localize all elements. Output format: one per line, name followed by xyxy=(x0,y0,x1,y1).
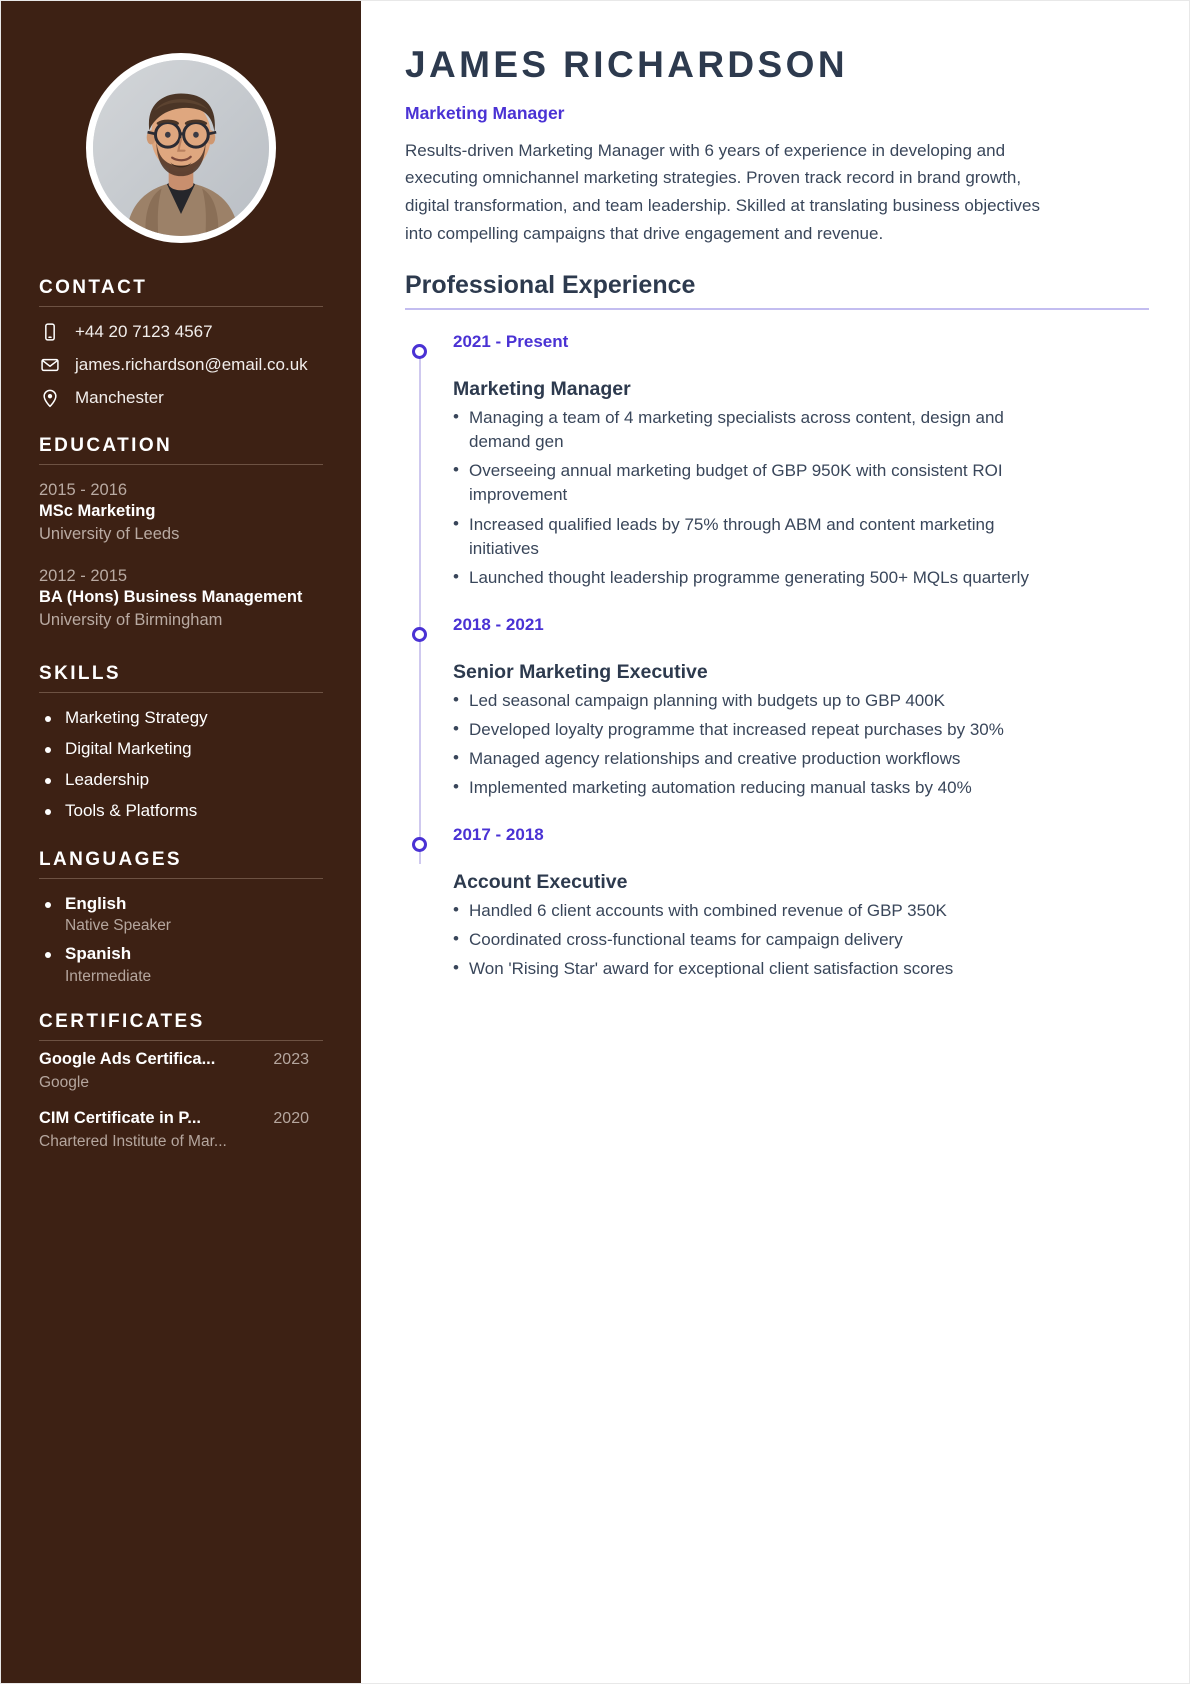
contact-email-text: james.richardson@email.co.uk xyxy=(75,354,308,374)
profile-photo xyxy=(86,53,276,243)
timeline-dot-icon xyxy=(412,837,427,852)
certificate-item xyxy=(39,1108,323,1152)
experience-bullet: • Increased qualified leads by 75% through ABM and content marketing initiatives xyxy=(453,513,1063,562)
skills-heading: SKILLS xyxy=(39,662,121,684)
education-dates: 2015 - 2016 xyxy=(39,481,128,499)
experience-bullet: • Led seasonal campaign planning with budgets up to GBP 400K xyxy=(453,689,1063,713)
certificate-header xyxy=(39,1108,323,1129)
contact-phone-row[interactable] xyxy=(39,321,323,343)
experience-role: Account Executive xyxy=(453,870,628,893)
language-item xyxy=(39,893,323,937)
location-pin-icon xyxy=(39,387,61,409)
experience-bullet: • Implemented marketing automation reducing manual tasks by 40% xyxy=(453,776,1063,800)
education-dates: 2012 - 2015 xyxy=(39,566,128,585)
experience-bullets xyxy=(453,406,1149,591)
language-name: Spanish xyxy=(39,943,323,965)
skill-item: Tools & Platforms xyxy=(39,800,323,823)
education-item xyxy=(39,479,323,545)
education-heading: EDUCATION xyxy=(39,435,173,456)
certificates-divider xyxy=(39,1040,323,1041)
experience-role: Senior Marketing Executive xyxy=(453,660,708,683)
certificate-year: 2020 xyxy=(273,1110,309,1128)
timeline-dot-icon xyxy=(412,627,427,642)
education-school: University of Birmingham xyxy=(39,610,223,629)
page-title: JAMES RICHARDSON xyxy=(405,44,848,85)
envelope-icon xyxy=(39,354,61,376)
experience-bullet: • Coordinated cross-functional teams for campaign delivery xyxy=(453,928,1063,952)
language-level: Native Speaker xyxy=(65,916,171,934)
experience-bullet: • Won 'Rising Star' award for exceptional client satisfaction scores xyxy=(453,957,1063,981)
certificates-section xyxy=(1,1011,361,1152)
education-degree: BA (Hons) Business Management xyxy=(39,588,303,607)
experience-bullet: • Launched thought leadership programme generating 500+ MQLs quarterly xyxy=(453,566,1063,590)
contact-email-row[interactable] xyxy=(39,354,323,376)
certificate-header xyxy=(39,1049,323,1070)
certificate-org: Chartered Institute of Mar... xyxy=(39,1132,227,1150)
experience-date: 2018 - 2021 xyxy=(453,614,544,634)
experience-bullet: • Handled 6 client accounts with combined revenue of GBP 350K xyxy=(453,899,1063,923)
contact-divider xyxy=(39,306,323,307)
contact-section xyxy=(1,277,361,409)
language-level: Intermediate xyxy=(65,967,152,985)
experience-bullet: • Developed loyalty programme that increased repeat purchases by 30% xyxy=(453,718,1063,742)
education-divider xyxy=(39,464,323,465)
main-content xyxy=(361,1,1189,1683)
experience-bullet: • Managed agency relationships and creative production workflows xyxy=(453,747,1063,771)
skill-item: Marketing Strategy xyxy=(39,707,323,730)
languages-section xyxy=(1,849,361,988)
experience-entry xyxy=(453,825,1149,982)
experience-bullets xyxy=(453,689,1149,801)
education-section xyxy=(1,435,361,631)
contact-phone-text: +44 20 7123 4567 xyxy=(75,321,213,341)
languages-heading: LANGUAGES xyxy=(39,848,182,870)
education-item xyxy=(39,565,323,631)
experience-entry xyxy=(453,615,1149,801)
experience-bullet: • Overseeing annual marketing budget of GBP 950K with consistent ROI improvement xyxy=(453,459,1063,508)
language-name: English xyxy=(39,893,323,915)
skills-list xyxy=(39,707,323,823)
education-school: University of Leeds xyxy=(39,524,180,543)
skill-item: Digital Marketing xyxy=(39,738,323,761)
professional-summary: Results-driven Marketing Manager with 6 years of experience in developing and executing omnichannel marketing strategies. Proven track record in brand growth, digital transformation, and team leadership. Skilled at translating business objectives into compelling campaigns that drive engagement and revenue. xyxy=(405,140,1041,243)
experience-heading: Professional Experience xyxy=(405,270,696,299)
certificates-heading: CERTIFICATES xyxy=(39,1011,205,1033)
education-degree: MSc Marketing xyxy=(39,502,156,521)
skills-section xyxy=(1,663,361,823)
experience-date: 2017 - 2018 xyxy=(453,824,544,844)
avatar-illustration xyxy=(93,60,269,236)
experience-date: 2021 - Present xyxy=(453,331,569,351)
experience-timeline xyxy=(405,332,1149,982)
contact-location-text: Manchester xyxy=(75,387,164,407)
language-item xyxy=(39,943,323,987)
certificate-org: Google xyxy=(39,1073,89,1091)
experience-bullets xyxy=(453,899,1149,982)
avatar-container xyxy=(1,1,361,277)
experience-role: Marketing Manager xyxy=(453,377,631,400)
skill-item: Leadership xyxy=(39,769,323,792)
experience-divider xyxy=(405,308,1149,310)
timeline-dot-icon xyxy=(412,344,427,359)
certificate-name: CIM Certificate in P... xyxy=(39,1109,201,1128)
certificate-name: Google Ads Certifica... xyxy=(39,1050,216,1069)
phone-icon xyxy=(39,321,61,343)
skills-divider xyxy=(39,692,323,693)
job-title: Marketing Manager xyxy=(405,102,565,123)
certificate-year: 2023 xyxy=(273,1051,309,1069)
certificate-item xyxy=(39,1049,323,1093)
experience-bullet: • Managing a team of 4 marketing specialists across content, design and demand gen xyxy=(453,406,1063,455)
contact-heading: CONTACT xyxy=(39,277,148,298)
sidebar xyxy=(1,1,361,1683)
experience-entry xyxy=(453,332,1149,591)
contact-location-row[interactable] xyxy=(39,387,323,409)
languages-divider xyxy=(39,878,323,879)
